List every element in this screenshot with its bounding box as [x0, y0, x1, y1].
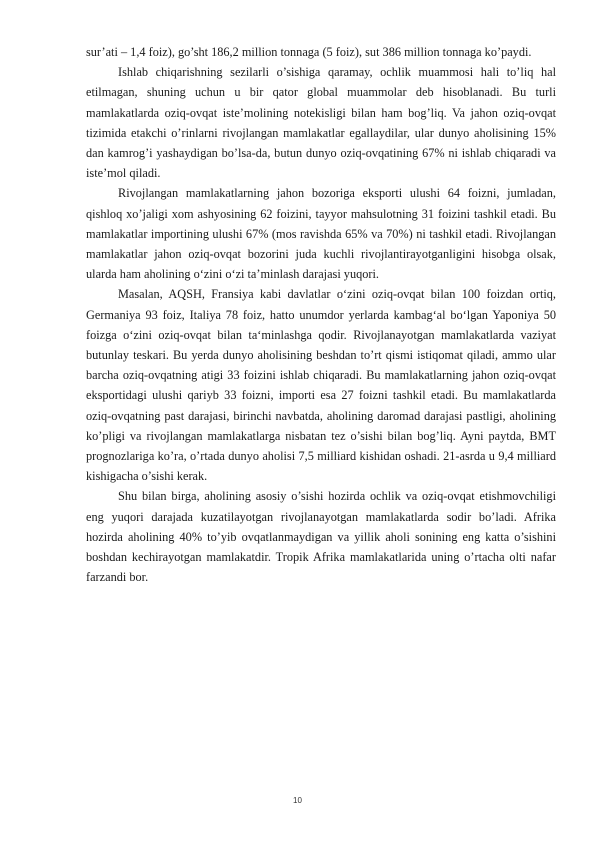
body-text — [86, 42, 556, 587]
paragraph-hunger-problem: Ishlab chiqarishning sezilarli o’sishiga qaramay, ochlik muammosi hali to’liq hal etilmagan, shuning uchun u bir qator global muammolar deb hisoblanadi. Bu turli mamlakatlarda oziq-ovqat iste’molining notekisligi bilan ham bog’liq. Va jahon oziq-ovqat tizimida etakchi o’rinlarni rivojlangan mamlakatlar egallaydilar, ular dunyo aholisining 15% dan kamrog’i yashaydigan bo’lsa-da, butun dunyo oziq-ovqatining 67% ni ishlab chiqaradi va iste’mol qiladi. — [86, 65, 556, 181]
paragraph-export-share: Rivojlangan mamlakatlarning jahon bozoriga eksporti ulushi 64 foizni, jumladan, qishloq xo’jaligi xom ashyosining 62 foizini, tayyor mahsulotning 31 foizini tashkil etadi. Bu mamlakatlar importining ulushi 67% (mos ravishda 65% va 70%) ni tashkil etadi. Rivojlangan mamlakatlar jahon oziq-ovqat bozorini juda kuchli rivojlantirayotganligini hisobga olsak, ularda ham aholining o‘zini o‘zi ta’minlash darajasi yuqori. — [86, 186, 556, 282]
paragraph-self-sufficiency: Masalan, AQSH, Fransiya kabi davlatlar o‘zini oziq-ovqat bilan 100 foizdan ortiq, Germaniya 93 foiz, Italiya 78 foiz, hatto unumdor yerlarda kambag‘al bo‘lgan Yaponiya 50 foizga o‘zini oziq-ovqat bilan ta‘minlashga qodir. Rivojlanayotgan mamlakatlarda vaziyat butunlay teskari. Bu yerda dunyo aholisining beshdan to’rt qismi istiqomat qiladi, ammo ular barcha oziq-ovqatning atigi 33 foizini ishlab chiqaradi. Bu mamlakatlarning jahon oziq-ovqat eksportidagi ulushi qariyb 33 foizni, importi esa 27 foizni tashkil etadi. Bu mamlakatlarda oziq-ovqatning past darajasi, birinchi navbatda, aholining daromad darajasi pastligi, aholining ko’pligi va rivojlangan mamlakatlarga nisbatan tez o’sishi bilan bog’liq. Ayni paytda, BMT prognozlariga ko’ra, o’rtada dunyo aholisi 7,5 milliard kishidan oshadi. 21-asrda u 9,4 milliard kishigacha o’sishi kerak. — [86, 287, 556, 484]
paragraph-population-growth: Shu bilan birga, aholining asosiy o’sishi hozirda ochlik va oziq-ovqat etishmovchiligi eng yuqori darajada kuzatilayotgan rivojlanayotgan mamlakatlarda sodir bo’ladi. Afrika hozirda aholining 40% to’yib ovqatlanmaydigan va yillik aholi sonining eng katta o’sishini boshdan kechirayotgan mamlakatdir. Tropik Afrika mamlakatlarida uning o’rtacha olti nafar farzandi bor. — [86, 489, 556, 585]
paragraph-continuation: sur’ati – 1,4 foiz), go’sht 186,2 million tonnaga (5 foiz), sut 386 million tonnaga ko’paydi. — [86, 45, 532, 59]
page-number: 10 — [293, 796, 302, 805]
